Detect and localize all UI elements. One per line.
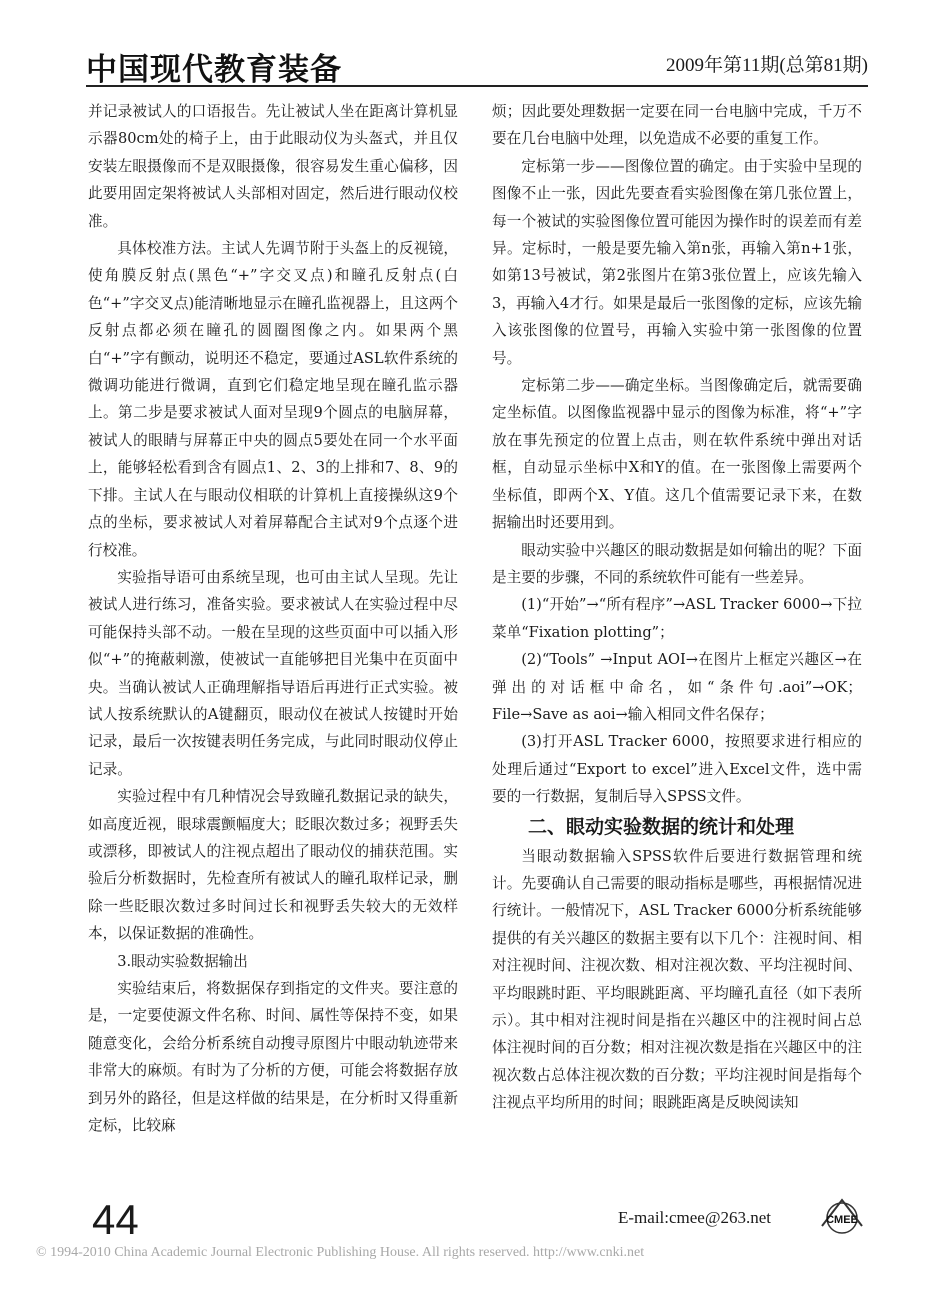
issue-info: 2009年第11期(总第81期) bbox=[666, 55, 868, 76]
page-number: 44 bbox=[92, 1196, 139, 1243]
list-item: (2)“Tools” →Input AOI→在图片上框定兴趣区→在弹出的对话框中命名，如“条件句.aoi”→OK；File→Save as aoi→输入相同文件名保存； bbox=[492, 651, 862, 723]
paragraph: 定标第一步——图像位置的确定。由于实验中呈现的图像不止一张，因此先要查看实验图像在第几张位置上，每一个被试的实验图像位置可能因为操作时的误差而有差异。定标时，一般是要先输入第n张，再输入第n+1张，如第13号被试，第2张图片在第3张位置上，应该先输入3，再输入4才行。如果是最后一张图像的定标，应该先输入该张图像的位置号，再输入实验中第一张图像的位置号。 bbox=[492, 157, 862, 367]
cmee-logo-icon bbox=[816, 1196, 868, 1236]
contact-email: E-mail:cmee@263.net bbox=[618, 1208, 772, 1227]
left-column bbox=[88, 98, 458, 1139]
list-item: (1)“开始”→“所有程序”→ASL Tracker 6000→下拉菜单“Fixation plotting”； bbox=[492, 596, 862, 641]
paragraph: 烦；因此要处理数据一定要在同一台电脑中完成，千万不要在几台电脑中处理，以免造成不必要的重复工作。 bbox=[492, 103, 862, 148]
paragraph: 定标第二步——确定坐标。当图像确定后，就需要确定坐标值。以图像监视器中显示的图像为标准，将“+”字放在事先预定的位置上点击，则在软件系统中弹出对话框，自动显示坐标中X和Y的值。在一张图像上需要两个坐标值，即两个X、Y值。这几个值需要记录下来，在数据输出时还要用到。 bbox=[492, 377, 862, 532]
paragraph: 眼动实验中兴趣区的眼动数据是如何输出的呢？下面是主要的步骤，不同的系统软件可能有一些差异。 bbox=[492, 541, 862, 586]
copyright-notice: © 1994-2010 China Academic Journal Electronic Publishing House. All rights reserved. http://www.cnki.net bbox=[36, 1245, 645, 1260]
right-column bbox=[492, 98, 862, 1117]
paragraph: 实验结束后，将数据保存到指定的文件夹。要注意的是，一定要使源文件名称、时间、属性等保持不变，如果随意变化，会给分析系统自动搜寻原图片中眼动轨迹带来非常大的麻烦。有时为了分析的方便，可能会将数据存放到另外的路径，但是这样做的结果是，在分析时又得重新定标，比较麻 bbox=[88, 980, 458, 1135]
list-item: (3)打开ASL Tracker 6000，按照要求进行相应的处理后通过“Export to excel”进入Excel文件，选中需要的一行数据，复制后导入SPSS文件。 bbox=[492, 733, 862, 806]
paragraph: 实验过程中有几种情况会导致瞳孔数据记录的缺失，如高度近视，眼球震颤幅度大；眨眼次数过多；视野丢失或漂移，即被试人的注视点超出了眼动仪的捕获范围。实验后分析数据时，先检查所有被试人的瞳孔取样记录，删除一些眨眼次数过多时间过长和视野丢失较大的无效样本，以保证数据的准确性。 bbox=[88, 788, 458, 943]
subsection-heading: 3.眼动实验数据输出 bbox=[117, 952, 248, 970]
paragraph: 实验指导语可由系统呈现，也可由主试人呈现。先让被试人进行练习，准备实验。要求被试人在实验过程中尽可能保持头部不动。一般在呈现的这些页面中可以插入形似“+”的掩蔽刺激，使被试一直能够把目光集中在页面中央。当确认被试人正确理解指导语后再进行正式实验。被试人按系统默认的A键翻页，眼动仪在被试人按键时开始记录，最后一次按键表明任务完成，与此同时眼动仪停止记录。 bbox=[88, 568, 458, 778]
header-rule bbox=[86, 85, 868, 87]
paragraph: 当眼动数据输入SPSS软件后要进行数据管理和统计。先要确认自己需要的眼动指标是哪些，再根据情况进行统计。一般情况下，ASL Tracker 6000分析系统能够提供的有关兴趣区的数据主要有以下几个：注视时间、相对注视时间、注视次数、相对注视次数、平均注视时间、平均眼跳时距、平均眼跳距离、平均瞳孔直径（如下表所示）。其中相对注视时间是指在兴趣区中的注视时间占总体注视时间的百分数；相对注视次数是指在兴趣区中的注视次数占总体注视次数的百分数；平均注视时间是指每个注视点平均所用的时间；眼跳距离是反映阅读知 bbox=[492, 847, 862, 1112]
paragraph: 具体校准方法。主试人先调节附于头盔上的反视镜，使角膜反射点(黑色“+”字交叉点)和瞳孔反射点(白色“+”字交叉点)能清晰地显示在瞳孔监视器上，且这两个反射点都必须在瞳孔的圆圈图像之内。如果两个黑白“+”字有颤动，说明还不稳定，要通过ASL软件系统的微调功能进行微调，直到它们稳定地呈现在瞳孔监示器上。第二步是要求被试人面对呈现9个圆点的电脑屏幕，被试人的眼睛与屏幕正中央的圆点5要处在同一个水平面上，能够轻松看到含有圆点1、2、3的上排和7、8、9的下排。主试人在与眼动仪相联的计算机上直接操纵这9个点的坐标，要求被试人对着屏幕配合主试对9个点逐个进行校准。 bbox=[88, 240, 458, 559]
section-heading: 二、眼动实验数据的统计和处理 bbox=[528, 815, 795, 838]
svg-text:CMEE: CMEE bbox=[826, 1214, 858, 1226]
paragraph: 并记录被试人的口语报告。先让被试人坐在距离计算机显示器80cm处的椅子上，由于此眼动仪为头盔式，并且仅安装左眼摄像而不是双眼摄像，很容易发生重心偏移，因此要用固定架将被试人头部相对固定，然后进行眼动仪校准。 bbox=[88, 103, 458, 230]
journal-title: 中国现代教育装备 bbox=[86, 52, 342, 88]
